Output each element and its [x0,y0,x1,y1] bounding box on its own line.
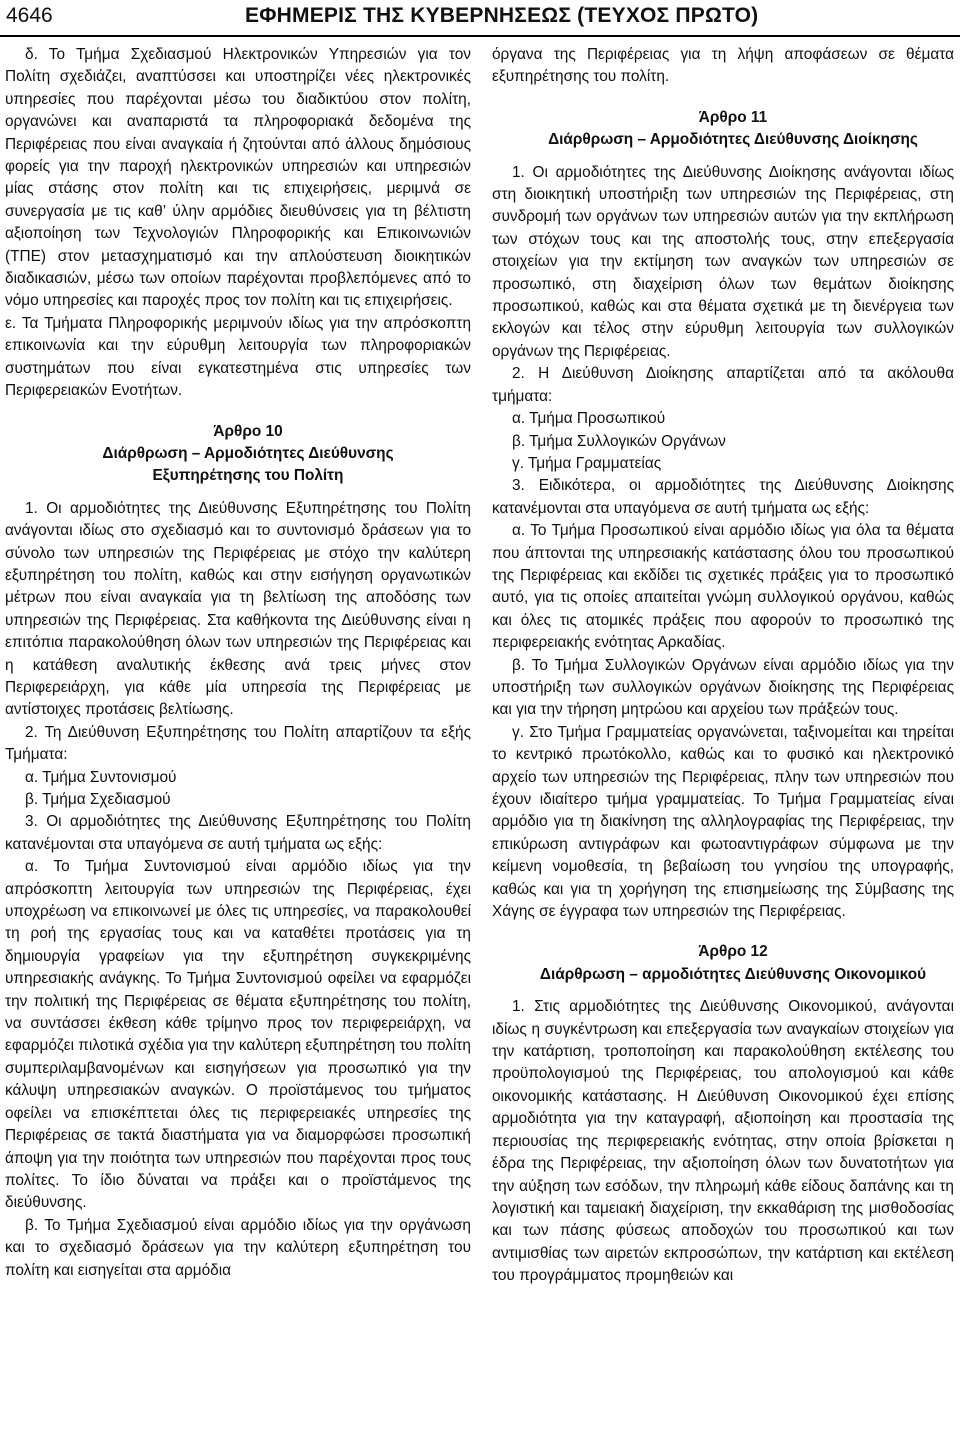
article-10-item-a: α. Τμήμα Συντονισμού [25,768,177,786]
paragraph-epsilon: ε. Τα Τμήματα Πληροφορικής μεριμνούν ιδίως για την απρόσκοπτη επικοινωνία και την εύρυθμη λειτουργία των πληροφοριακών συστημάτων που είναι εγκατεστημένα στις υπηρεσίες των Περιφερειακών Ενοτήτων. [5,314,471,400]
article-10-paragraph-1: 1. Οι αρμοδιότητες της Διεύθυνσης Εξυπηρέτησης του Πολίτη ανάγονται ιδίως στο σχεδιασμό και το συντονισμό δράσεων για το σύνολο των υπηρεσιών της Περιφέρειας με στόχο την καλύτερη εξυπηρέτηση του πολίτη, καθώς και στην εισήγηση οργανωτικών μέτρων που είναι αναγκαία για τη βελτίωση της αποδόσης των υπηρεσιών της Περιφέρειας. Στα καθήκοντα της Διεύθυνσης είναι η επιτόπια παρακολούθηση όλων των υπηρεσιών της Περιφέρειας και η κατάθεση αναλυτικής έκθεσης ανά τρεις μήνες στον Περιφερειάρχη, για κάθε μία υπηρεσία της Περιφέρειας με αντίστοιχες προτάσεις βελτίωσης. [5,499,471,719]
article-11-item-b: β. Τμήμα Συλλογικών Οργάνων [512,432,726,450]
article-11-paragraph-1: 1. Οι αρμοδιότητες της Διεύθυνσης Διοίκησης ανάγονται ιδίως στη διοικητική υποστήριξη των υπηρεσιών της Περιφέρειας, στη συνδρομή των οργάνων των υπηρεσιών αυτών για την εκπλήρωση των στόχων τους και της αποστολής τους, στην επεξεργασία στοιχείων για την εκτίμηση των αναγκών των υπηρεσιών σε προσωπικό, στη διαχείριση όλων των θεμάτων διοίκησης προσωπικού, καθώς και στα θέματα σχετικά με τη διενέργεια των εκλογών και τέλος στην εύρυθμη λειτουργία των συλλογικών οργάνων της Περιφέρειας. [492,163,954,360]
article-10-title-line-1: Διάρθρωση – Αρμοδιότητες Διεύθυνσης [102,444,394,462]
article-12-paragraph-1: 1. Στις αρμοδιότητες της Διεύθυνσης Οικονομικού, ανάγονται ιδίως η συγκέντρωση και επεξεργασία των αναγκαίων στοιχείων για την κατάρτιση, τροποποίηση και παρακολούθηση εκτέλεσης του προϋπολογισμού της Περιφέρειας, του απολογισμού και κάθε οικονομικής κατάστασης. Η Διεύθυνση Οικονομικού έχει επίσης αρμοδιότητα για την καταγραφή, αξιοποίηση και προστασία της περιουσίας της περιφερειακής ενότητας, στην οποία βρίσκεται η έδρα της Περιφέρειας, την αξιοποίηση όλων των δυνατοτήτων για την αύξηση των εσόδων, την πληρωμή κάθε είδους δαπάνης και τη λογιστική και ταμειακή διαχείριση, την εκκαθάριση της μισθοδοσίας και των πάσης φύσεως αποδοχών του προσωπικού και των αντιμισθίας των αιρετών εκπροσώπων, την κατάρτιση και εκτέλεση του προγράμματος προμηθειών και [492,998,954,1285]
article-11-number: Άρθρο 11 [698,108,768,126]
page-number: 4646 [6,4,53,27]
header-rule [0,35,960,37]
article-11-paragraph-3a: α. Το Τμήμα Προσωπικού είναι αρμόδιο ιδίως για όλα τα θέματα που άπτονται της υπηρεσιακής κατάστασης όλου του προσωπικού της Περιφέρειας και εκδίδει τις σχετικές πράξεις για το προσωπικό αυτό, για τις οποίες απαιτείται γνώμη συλλογικού οργάνου, καθώς και όλες τις ατομικές πράξεις που αφορούν το προσωπικό της περιφερειακής ενότητας Αρκαδίας. [492,522,954,652]
article-12-number: Άρθρο 12 [698,943,768,961]
paragraph-continuation: όργανα της Περιφέρειας για τη λήψη αποφάσεων σε θέματα εξυπηρέτησης του πολίτη. [492,46,954,86]
article-10-paragraph-3a: α. Το Τμήμα Συντονισμού είναι αρμόδιο ιδίως για την απρόσκοπτη λειτουργία των υπηρεσιών της Περιφέρειας, έχει υποχρέωση να επικοινωνεί με όλες τις υπηρεσίες, να παρακολουθεί τη ροή της εργασίας τους και να καταθέτει προτάσεις για τη δημιουργία γραφείων για την εξυπηρέτηση συγκεκριμένης υπηρεσιακής ανάγκης. Το Τμήμα Συντονισμού οφείλει να εφαρμόζει την πολιτική της Περιφέρειας σε θέματα εξυπηρέτησης του πολίτη, να συντάσσει έκθεση κάθε τρίμηνο προς τον περιφερειάρχη, να εφαρμόζει πιλοτικά σχέδια για την καλύτερη εξυπηρέτηση του πολίτη συμπεριλαμβανομένων και εισηγήσεων για προσωπικό για την κάλυψη υπηρεσιακών αναγκών. Ο προϊστάμενος του τμήματος οφείλει να επισκέπτεται όλες τις περιφερειακές υπηρεσίες της Περιφέρειας σε τακτά διαστήματα για να διαμορφώσει προσωπική άποψη για την ποιότητα των υπηρεσιών που παρέχονται προς τους πολίτες. Το ίδιο δύναται να πράξει και ο προϊστάμενος της διεύθυνσης. [5,858,471,1212]
article-10-item-b: β. Τμήμα Σχεδιασμού [25,791,171,808]
article-10-paragraph-3: 3. Οι αρμοδιότητες της Διεύθυνσης Εξυπηρέτησης του Πολίτη κατανέμονται στα υπαγόμενα σε αυτή τμήματα ως εξής: [5,813,471,853]
article-10-number: Άρθρο 10 [213,422,283,440]
page-header [0,0,960,38]
article-11-title: Διάρθρωση – Αρμοδιότητες Διεύθυνσης Διοίκησης [548,131,918,149]
paragraph-delta: δ. Το Τμήμα Σχεδιασμού Ηλεκτρονικών Υπηρεσιών για τον Πολίτη σχεδιάζει, αναπτύσσει και υποστηρίζει νέες ηλεκτρονικές υπηρεσίες που παρέχονται μέσω του διαδικτύου στον πολίτη, οργανώνει και αναπαριστά τα πληροφοριακά δεδομένα της Περιφέρειας που είναι αναγκαία ή ζητούνται από άλλους δημόσιους φορείς για την παροχή ηλεκτρονικών υπηρεσιών και υπηρεσιών μίας στάσης στον πολίτη και τις επιχειρήσεις, μεριμνά σε συνεργασία με τις καθ’ ύλην αρμόδιες διευθύνσεις για τη βέλτιστη αξιοποίηση των Τεχνολογιών Πληροφορικής και Επικοινωνιών (ΤΠΕ) στον μετασχηματισμό και την απλούστευση διοικητικών διαδικασιών, μέσω των οποίων παρέχονται προβλεπόμενες από το νόμο υπηρεσίες και παροχές προς τον πολίτη και τις επιχειρήσεις. [5,46,471,310]
article-11-paragraph-3: 3. Ειδικότερα, οι αρμοδιότητες της Διεύθυνσης Διοίκησης κατανέμονται στα υπαγόμενα σε αυτή τμήματα ως εξής: [492,477,954,517]
right-column [492,44,954,1430]
article-10-paragraph-2: 2. Τη Διεύθυνση Εξυπηρέτησης του Πολίτη απαρτίζουν τα εξής Τμήματα: [5,723,471,764]
article-12-title: Διάρθρωση – αρμοδιότητες Διεύθυνσης Οικονομικού [539,965,927,983]
article-11-paragraph-3b: β. Το Τμήμα Συλλογικών Οργάνων είναι αρμόδιο ιδίως για την υποστήριξη των συλλογικών οργάνων διοίκησης της Περιφέρειας και για την τήρηση μητρώου και αρχείου των πράξεών τους. [492,656,954,719]
article-11-paragraph-3c: γ. Στο Τμήμα Γραμματείας οργανώνεται, ταξινομείται και τηρείται το κεντρικό πρωτόκολλο, καθώς και το φυσικό και ηλεκτρονικό αρχείο των υπηρεσιών της Περιφέρειας, πλην των υπηρεσιών που έχουν ιδιαίτερο τμήμα γραμματείας. Το Τμήμα Γραμματείας είναι αρμόδιο για τη διακίνηση της αλληλογραφίας της Περιφέρειας, την επικύρωση αντιγράφων και φωτοαντιγράφων σύμφωνα με την κείμενη νομοθεσία, τη βεβαίωση του γνησίου της υπογραφής, καθώς και για τη χορήγηση της επισημείωσης της Σύμβασης της Χάγης σε έγγραφα των υπηρεσιών της Περιφέρειας. [492,723,954,921]
gazette-title: ΕΦΗΜΕΡΙΣ ΤΗΣ ΚΥΒΕΡΝΗΣΕΩΣ (ΤΕΥΧΟΣ ΠΡΩΤΟ) [245,4,759,27]
article-10-title-line-2: Εξυπηρέτησης του Πολίτη [152,467,344,485]
article-10-paragraph-3b: β. Το Τμήμα Σχεδιασμού είναι αρμόδιο ιδίως για την οργάνωση και το σχεδιασμό δράσεων για την καλύτερη εξυπηρέτηση του πολίτη και εισηγείται στα αρμόδια [5,1216,471,1279]
article-11-paragraph-2: 2. Η Διεύθυνση Διοίκησης απαρτίζεται από τα ακόλουθα τμήματα: [492,365,954,405]
article-11-item-a: α. Τμήμα Προσωπικού [512,410,666,428]
article-11-item-c: γ. Τμήμα Γραμματείας [512,454,662,472]
left-column [5,44,471,1430]
